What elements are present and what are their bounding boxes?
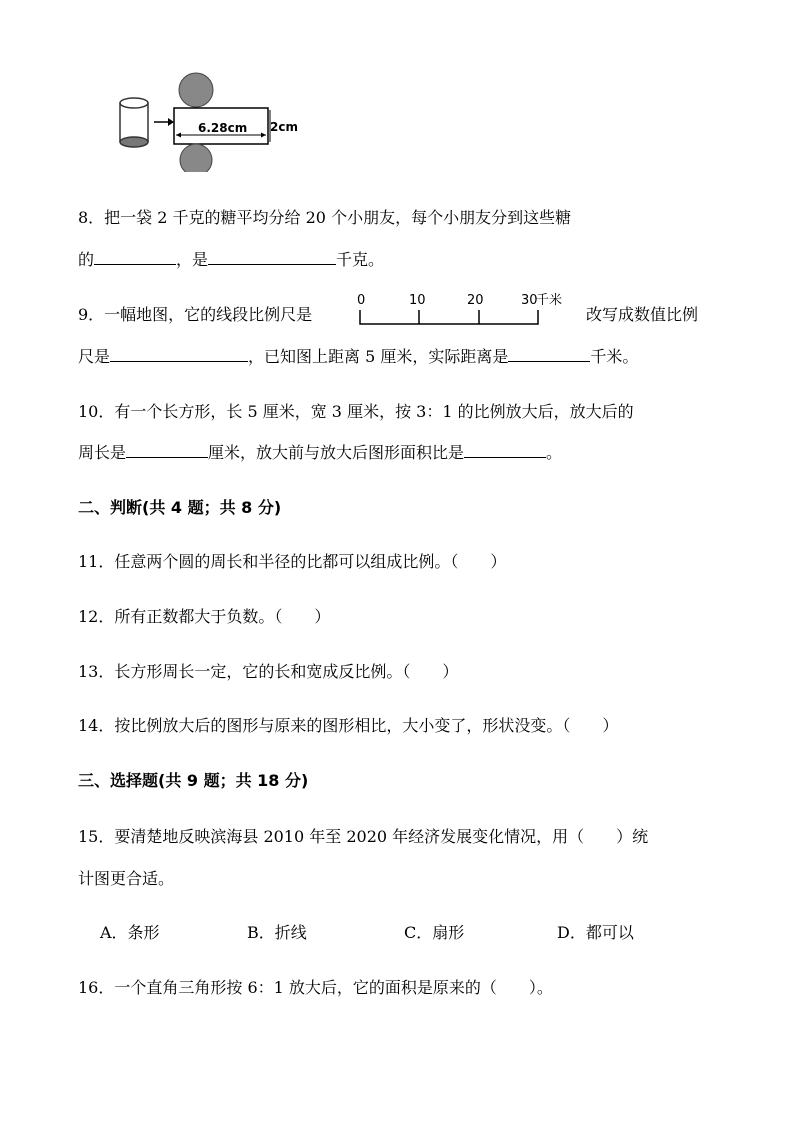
q15-option-c[interactable]: C．扇形 <box>404 923 465 942</box>
net-bottom-circle <box>180 144 212 172</box>
scale-tick-label-10: 10 <box>409 293 426 308</box>
q9-text-3: 尺是 <box>78 347 111 366</box>
q16-text: 16．一个直角三角形按 6：1 放大后，它的面积是原来的（ ）。 <box>78 978 553 997</box>
q10-answer-blank-1[interactable] <box>126 443 208 458</box>
q10-text-3: 。 <box>546 443 563 462</box>
scale-tick-label-30: 30 <box>521 293 538 308</box>
q10-line2 <box>78 440 562 463</box>
q10-line1: 10．有一个长方形，长 5 厘米，宽 3 厘米，按 3：1 的比例放大后，放大后的 <box>78 402 634 421</box>
scale-bar-figure <box>354 292 584 328</box>
q9-text-1: 9．一幅地图，它的线段比例尺是 <box>78 305 313 324</box>
q8-line1: 8．把一袋 2 千克的糖平均分给 20 个小朋友，每个小朋友分到这些糖 <box>78 208 572 227</box>
net-top-circle <box>179 73 213 107</box>
width-label: 6.28cm <box>198 121 248 135</box>
scale-tick-label-0: 0 <box>357 293 366 308</box>
cylinder-drawing <box>120 98 148 147</box>
q10-answer-blank-2[interactable] <box>464 443 546 458</box>
section3-title: 三、选择题(共 9 题；共 18 分) <box>78 771 309 790</box>
q12-text: 12．所有正数都大于负数。（ ） <box>78 607 331 626</box>
q8-text-1: 的 <box>78 250 95 269</box>
q9-answer-blank-1[interactable] <box>110 347 248 362</box>
q11-text: 11．任意两个圆的周长和半径的比都可以组成比例。（ ） <box>78 552 507 571</box>
height-label: 2cm <box>270 120 298 134</box>
q9-line1 <box>78 302 312 325</box>
q9-answer-blank-2[interactable] <box>508 347 590 362</box>
q15-option-b[interactable]: B．折线 <box>247 923 307 942</box>
q9-text-5: 千米。 <box>590 347 639 366</box>
scale-tick-label-20: 20 <box>467 293 484 308</box>
cylinder-net-figure <box>110 72 430 172</box>
q9-line1-end: 改写成数值比例 <box>586 305 699 324</box>
q14-text: 14．按比例放大后的图形与原来的图形相比，大小变了，形状没变。（ ） <box>78 716 619 735</box>
q8-text-3: 千克。 <box>336 250 385 269</box>
q15-option-d[interactable]: D．都可以 <box>557 923 634 942</box>
q10-text-2: 厘米，放大前与放大后图形面积比是 <box>208 443 465 462</box>
q8-line2 <box>78 247 384 270</box>
q8-text-2: ，是 <box>176 250 209 269</box>
q15-line1: 15．要清楚地反映滨海县 2010 年至 2020 年经济发展变化情况，用（ ）统 <box>78 827 649 846</box>
q15-option-a[interactable]: A．条形 <box>100 923 160 942</box>
q9-text-4: ，已知图上距离 5 厘米，实际距离是 <box>248 347 509 366</box>
q15-line2: 计图更合适。 <box>78 869 175 888</box>
q10-text-1: 周长是 <box>78 443 127 462</box>
q13-text: 13．长方形周长一定，它的长和宽成反比例。（ ） <box>78 662 459 681</box>
q8-answer-blank-1[interactable] <box>94 250 176 265</box>
scale-unit-label: 千米 <box>536 293 563 308</box>
q9-line2 <box>78 344 638 367</box>
section2-title: 二、判断(共 4 题；共 8 分) <box>78 498 282 517</box>
q8-answer-blank-2[interactable] <box>208 250 336 265</box>
arrow-icon <box>154 118 174 126</box>
